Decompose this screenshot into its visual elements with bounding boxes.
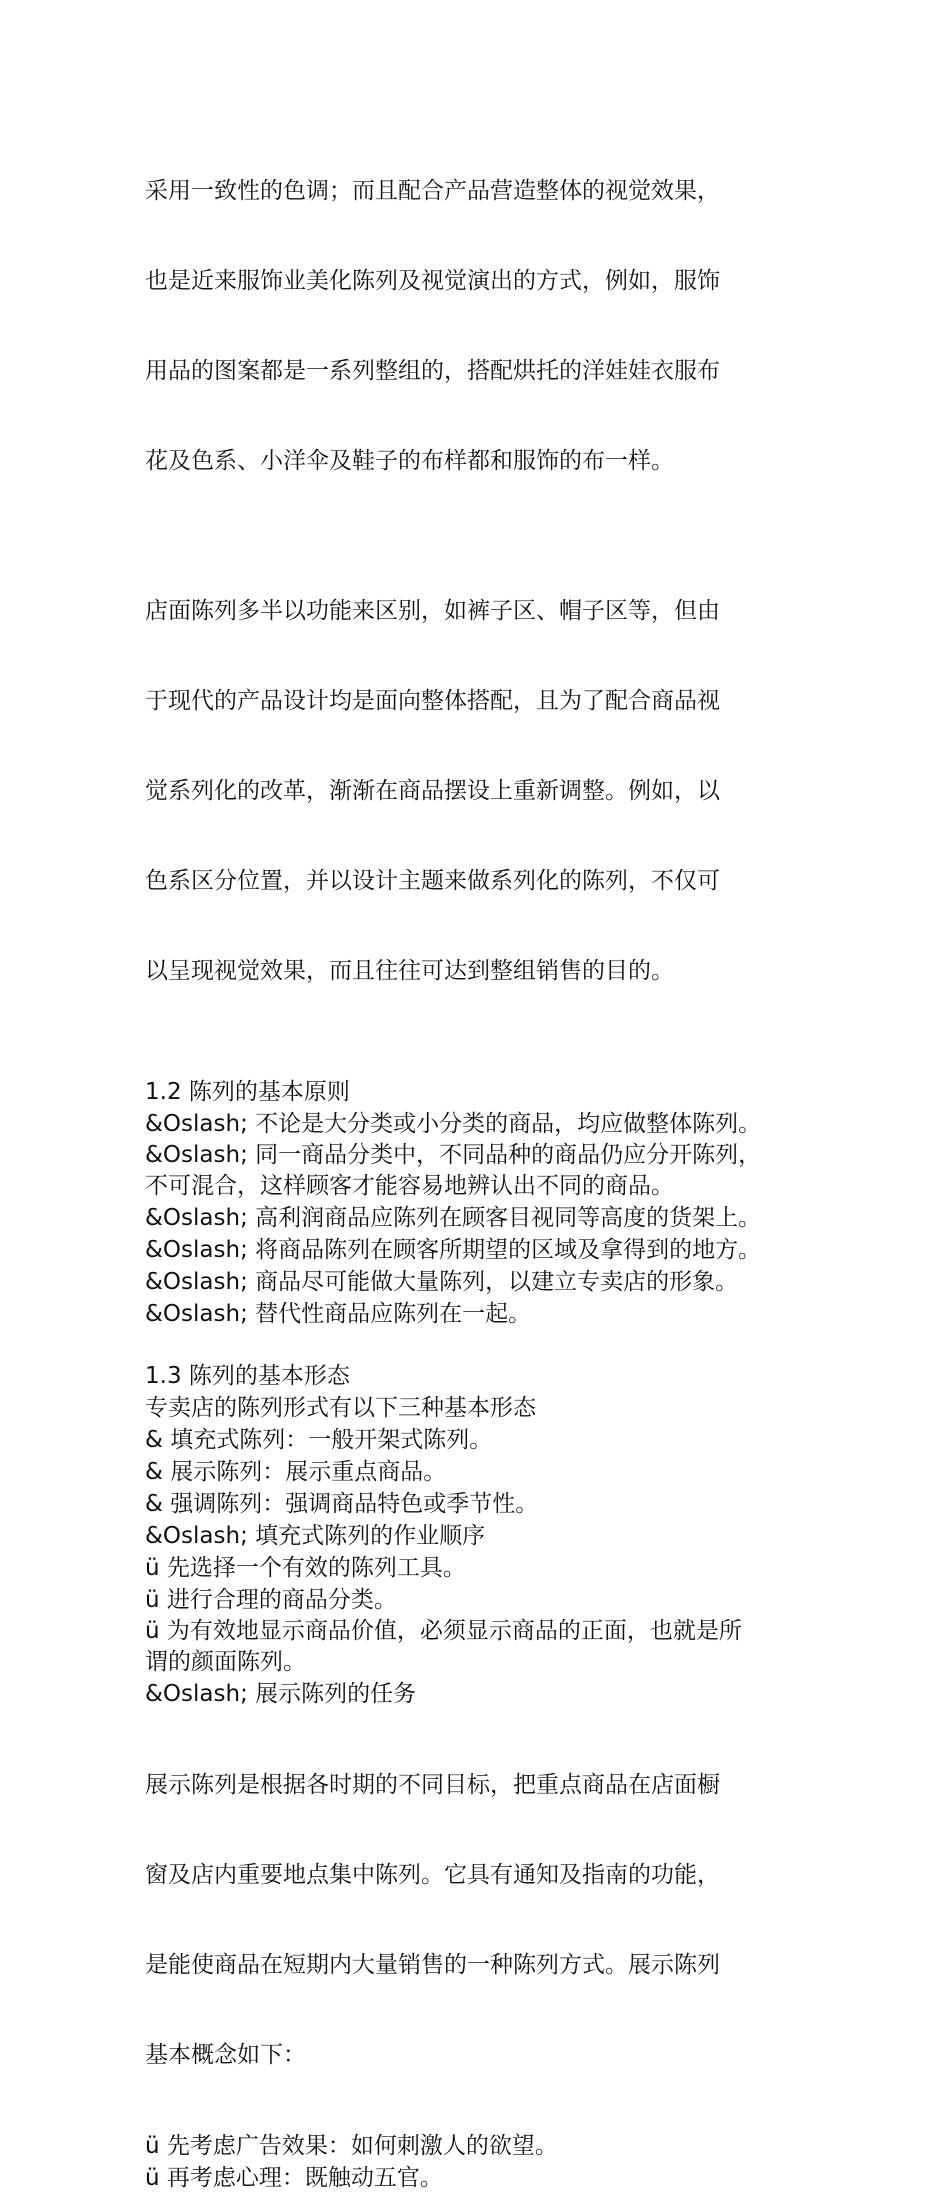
text-line: 也是近来服饰业美化陈列及视觉演出的方式，例如，服饰 bbox=[145, 268, 720, 294]
display-concept-item: ü 再考虑心理：既触动五官。 bbox=[145, 2165, 443, 2191]
intro-paragraph-1 bbox=[145, 116, 815, 536]
spacer bbox=[145, 1046, 815, 1076]
spacer bbox=[145, 1330, 815, 1360]
intro-paragraph-2 bbox=[145, 536, 815, 1046]
text-line: 基本概念如下： bbox=[145, 2042, 306, 2068]
principle-item: &Oslash; 不论是大分类或小分类的商品，均应做整体陈列。 bbox=[145, 1111, 762, 1137]
principle-item: &Oslash; 高利润商品应陈列在顾客目视同等高度的货架上。 bbox=[145, 1205, 762, 1231]
text-line: 窗及店内重要地点集中陈列。它具有通知及指南的功能， bbox=[145, 1862, 720, 1888]
section-lead: 专卖店的陈列形式有以下三种基本形态 bbox=[145, 1395, 536, 1421]
form-item: & 展示陈列：展示重点商品。 bbox=[145, 1459, 447, 1485]
fill-order-title: &Oslash; 填充式陈列的作业顺序 bbox=[145, 1523, 486, 1549]
text-line: 以呈现视觉效果，而且往往可达到整组销售的目的。 bbox=[145, 958, 674, 984]
section-heading-1-2: 1.2 陈列的基本原则 bbox=[145, 1079, 350, 1105]
display-concept-item: ü 先考虑广告效果：如何刺激人的欲望。 bbox=[145, 2133, 558, 2159]
text-line: ü 为有效地显示商品价值，必须显示商品的正面，也就是所 bbox=[145, 1618, 742, 1644]
display-task-title: &Oslash; 展示陈列的任务 bbox=[145, 1681, 417, 1707]
text-line: 花及色系、小洋伞及鞋子的布样都和服饰的布一样。 bbox=[145, 448, 674, 474]
text-line: 不可混合，这样顾客才能容易地辨认出不同的商品。 bbox=[145, 1173, 674, 1199]
form-item: & 强调陈列：强调商品特色或季节性。 bbox=[145, 1491, 539, 1517]
text-line: 于现代的产品设计均是面向整体搭配，且为了配合商品视 bbox=[145, 688, 720, 714]
text-line: 用品的图案都是一系列整组的，搭配烘托的洋娃娃衣服布 bbox=[145, 358, 720, 384]
text-line: 店面陈列多半以功能来区别，如裤子区、帽子区等，但由 bbox=[145, 598, 720, 624]
text-line: &Oslash; 同一商品分类中，不同品种的商品仍应分开陈列， bbox=[145, 1142, 762, 1168]
principle-item: &Oslash; 将商品陈列在顾客所期望的区域及拿得到的地方。 bbox=[145, 1237, 762, 1263]
text-line: 展示陈列是根据各时期的不同目标，把重点商品在店面橱 bbox=[145, 1772, 720, 1798]
text-line: 谓的颜面陈列。 bbox=[145, 1649, 306, 1675]
text-line: 觉系列化的改革，渐渐在商品摆设上重新调整。例如，以 bbox=[145, 778, 720, 804]
text-line: 色系区分位置，并以设计主题来做系列化的陈列，不仅可 bbox=[145, 868, 720, 894]
section-heading-1-3: 1.3 陈列的基本形态 bbox=[145, 1363, 350, 1389]
fill-order-step: ü 进行合理的商品分类。 bbox=[145, 1587, 397, 1613]
text-line: 采用一致性的色调；而且配合产品营造整体的视觉效果， bbox=[145, 178, 720, 204]
principle-item bbox=[145, 1140, 815, 1202]
fill-order-step bbox=[145, 1616, 815, 1678]
display-task-paragraph bbox=[145, 1710, 815, 2130]
principle-item: &Oslash; 替代性商品应陈列在一起。 bbox=[145, 1301, 532, 1327]
text-line: 是能使商品在短期内大量销售的一种陈列方式。展示陈列 bbox=[145, 1952, 720, 1978]
fill-order-step: ü 先选择一个有效的陈列工具。 bbox=[145, 1555, 466, 1581]
principle-item: &Oslash; 商品尽可能做大量陈列，以建立专卖店的形象。 bbox=[145, 1269, 739, 1295]
document-body bbox=[145, 116, 815, 2194]
form-item: & 填充式陈列：一般开架式陈列。 bbox=[145, 1427, 493, 1453]
